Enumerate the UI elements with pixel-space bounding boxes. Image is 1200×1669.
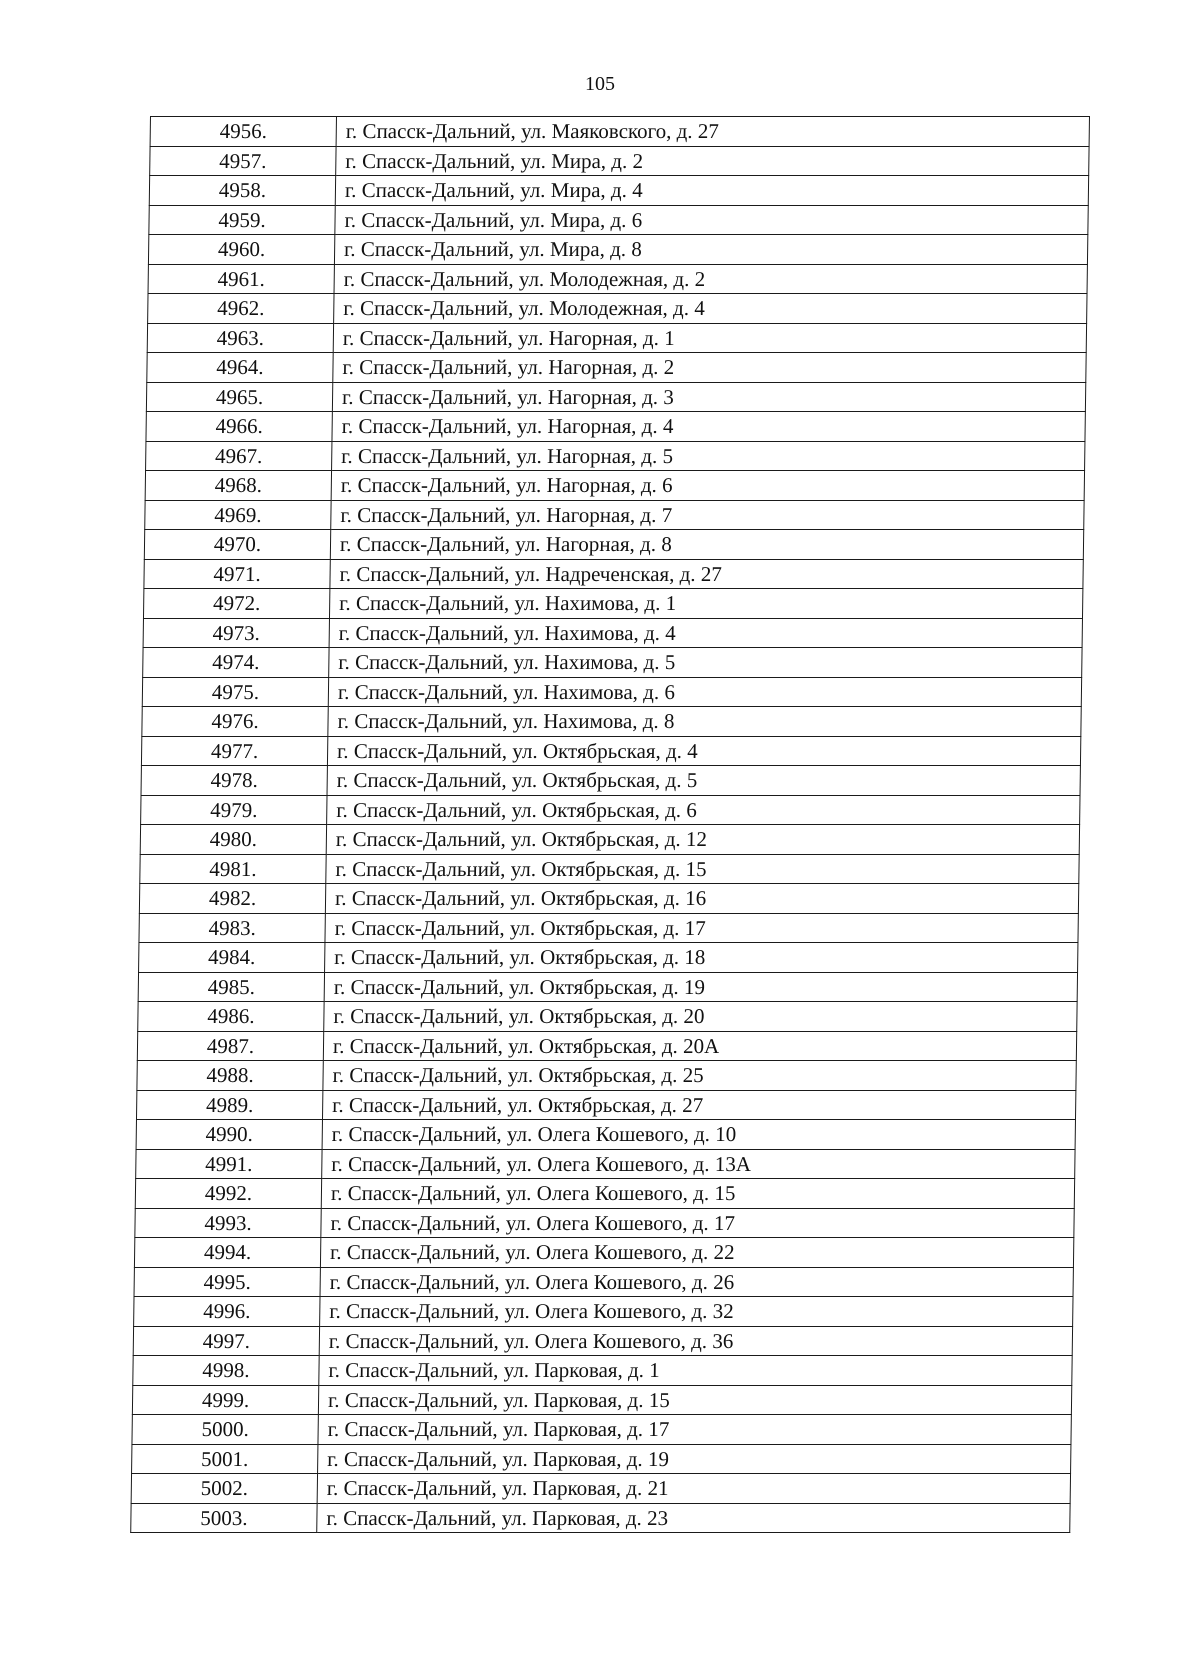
table-row [143, 618, 1082, 648]
row-address: г. Спасск-Дальний, ул. Октябрьская, д. 20А [323, 1031, 1076, 1061]
row-number: 4996. [134, 1297, 320, 1327]
row-address: г. Спасск-Дальний, ул. Октябрьская, д. 15 [326, 854, 1079, 884]
table-row [131, 1503, 1070, 1533]
table-row [150, 146, 1089, 176]
table-row [150, 117, 1089, 147]
row-number: 5001. [132, 1444, 318, 1474]
table-row [132, 1444, 1071, 1474]
table-row [137, 1031, 1076, 1061]
table-row [139, 913, 1078, 943]
row-number: 4965. [146, 382, 332, 412]
row-address: г. Спасск-Дальний, ул. Октябрьская, д. 17 [325, 913, 1078, 943]
table-row [142, 707, 1081, 737]
row-address: г. Спасск-Дальний, ул. Мира, д. 6 [335, 205, 1088, 235]
row-number: 4974. [143, 648, 329, 678]
table-row [134, 1267, 1073, 1297]
row-address: г. Спасск-Дальний, ул. Мира, д. 2 [336, 146, 1089, 176]
table-row [139, 884, 1078, 914]
row-number: 4998. [133, 1356, 319, 1386]
row-number: 4984. [139, 943, 325, 973]
table-row [140, 854, 1079, 884]
row-address: г. Спасск-Дальний, ул. Олега Кошевого, д. 17 [321, 1208, 1074, 1238]
row-address: г. Спасск-Дальний, ул. Октябрьская, д. 4 [327, 736, 1080, 766]
row-number: 4973. [143, 618, 329, 648]
row-address: г. Спасск-Дальний, ул. Нахимова, д. 5 [329, 648, 1082, 678]
row-address: г. Спасск-Дальний, ул. Октябрьская, д. 25 [323, 1061, 1076, 1091]
row-address: г. Спасск-Дальний, ул. Парковая, д. 19 [318, 1444, 1071, 1474]
table-row [143, 589, 1082, 619]
row-address: г. Спасск-Дальний, ул. Нагорная, д. 5 [332, 441, 1085, 471]
row-address: г. Спасск-Дальний, ул. Олега Кошевого, д. 13А [322, 1149, 1075, 1179]
table-row [144, 559, 1083, 589]
row-number: 4989. [136, 1090, 322, 1120]
row-address: г. Спасск-Дальний, ул. Октябрьская, д. 27 [322, 1090, 1075, 1120]
table-row [133, 1356, 1072, 1386]
row-address: г. Спасск-Дальний, ул. Нахимова, д. 6 [328, 677, 1081, 707]
row-number: 4966. [146, 412, 332, 442]
row-number: 4978. [141, 766, 327, 796]
row-number: 4963. [147, 323, 333, 353]
row-number: 4968. [145, 471, 331, 501]
row-address: г. Спасск-Дальний, ул. Парковая, д. 17 [318, 1415, 1071, 1445]
row-address: г. Спасск-Дальний, ул. Надреченская, д. 27 [330, 559, 1083, 589]
row-number: 4976. [142, 707, 328, 737]
address-table-wrapper [150, 116, 1090, 1533]
row-address: г. Спасск-Дальний, ул. Нагорная, д. 8 [330, 530, 1083, 560]
table-row [141, 766, 1080, 796]
row-address: г. Спасск-Дальний, ул. Октябрьская, д. 5 [327, 766, 1080, 796]
row-number: 4985. [138, 972, 324, 1002]
row-number: 4982. [139, 884, 325, 914]
row-address: г. Спасск-Дальний, ул. Парковая, д. 23 [317, 1503, 1070, 1533]
row-address: г. Спасск-Дальний, ул. Нагорная, д. 3 [332, 382, 1085, 412]
row-number: 4975. [142, 677, 328, 707]
row-address: г. Спасск-Дальний, ул. Олега Кошевого, д. 36 [319, 1326, 1072, 1356]
table-row [136, 1090, 1075, 1120]
row-number: 4977. [141, 736, 327, 766]
table-row [139, 943, 1078, 973]
row-address: г. Спасск-Дальний, ул. Нахимова, д. 8 [328, 707, 1081, 737]
table-row [147, 323, 1086, 353]
table-row [141, 795, 1080, 825]
row-address: г. Спасск-Дальний, ул. Нахимова, д. 1 [329, 589, 1082, 619]
row-address: г. Спасск-Дальний, ул. Олега Кошевого, д. 32 [320, 1297, 1073, 1327]
row-address: г. Спасск-Дальний, ул. Октябрьская, д. 12 [326, 825, 1079, 855]
table-row [149, 205, 1088, 235]
row-number: 4961. [148, 264, 334, 294]
table-row [146, 441, 1085, 471]
page-number: 105 [585, 73, 615, 95]
row-number: 4980. [140, 825, 326, 855]
row-number: 4958. [149, 176, 335, 206]
table-row [148, 264, 1087, 294]
address-table [130, 116, 1090, 1533]
table-row [136, 1120, 1075, 1150]
row-address: г. Спасск-Дальний, ул. Нагорная, д. 6 [331, 471, 1084, 501]
row-address: г. Спасск-Дальний, ул. Молодежная, д. 4 [334, 294, 1087, 324]
row-number: 4960. [148, 235, 334, 265]
table-row [136, 1149, 1075, 1179]
table-row [141, 736, 1080, 766]
row-address: г. Спасск-Дальний, ул. Октябрьская, д. 6 [327, 795, 1080, 825]
table-row [145, 471, 1084, 501]
row-address: г. Спасск-Дальний, ул. Мира, д. 8 [334, 235, 1087, 265]
table-row [143, 648, 1082, 678]
row-address: г. Спасск-Дальний, ул. Октябрьская, д. 19 [324, 972, 1077, 1002]
row-number: 4970. [144, 530, 330, 560]
table-row [138, 972, 1077, 1002]
row-address: г. Спасск-Дальний, ул. Нагорная, д. 1 [333, 323, 1086, 353]
row-number: 5002. [131, 1474, 317, 1504]
row-number: 4987. [137, 1031, 323, 1061]
row-address: г. Спасск-Дальний, ул. Парковая, д. 15 [318, 1385, 1071, 1415]
row-number: 4969. [145, 500, 331, 530]
row-address: г. Спасск-Дальний, ул. Парковая, д. 21 [317, 1474, 1070, 1504]
row-number: 5000. [132, 1415, 318, 1445]
row-number: 4992. [135, 1179, 321, 1209]
row-number: 4999. [132, 1385, 318, 1415]
row-address: г. Спасск-Дальний, ул. Олега Кошевого, д. 15 [321, 1179, 1074, 1209]
row-address: г. Спасск-Дальний, ул. Нагорная, д. 2 [333, 353, 1086, 383]
row-number: 4957. [150, 146, 336, 176]
table-row [131, 1474, 1070, 1504]
row-address: г. Спасск-Дальний, ул. Нахимова, д. 4 [329, 618, 1082, 648]
table-row [140, 825, 1079, 855]
row-number: 4964. [147, 353, 333, 383]
table-row [148, 294, 1087, 324]
row-number: 4979. [141, 795, 327, 825]
row-number: 4990. [136, 1120, 322, 1150]
table-row [135, 1179, 1074, 1209]
table-row [132, 1415, 1071, 1445]
row-address: г. Спасск-Дальний, ул. Октябрьская, д. 16 [325, 884, 1078, 914]
row-address: г. Спасск-Дальний, ул. Нагорная, д. 7 [331, 500, 1084, 530]
table-row [134, 1297, 1073, 1327]
table-row [145, 500, 1084, 530]
table-row [133, 1326, 1072, 1356]
table-row [146, 412, 1085, 442]
row-address: г. Спасск-Дальний, ул. Парковая, д. 1 [319, 1356, 1072, 1386]
table-row [148, 235, 1087, 265]
table-row [137, 1061, 1076, 1091]
row-number: 4993. [135, 1208, 321, 1238]
row-address: г. Спасск-Дальний, ул. Нагорная, д. 4 [332, 412, 1085, 442]
row-number: 4971. [144, 559, 330, 589]
row-number: 4986. [138, 1002, 324, 1032]
row-number: 4956. [150, 117, 336, 147]
row-number: 4981. [140, 854, 326, 884]
row-address: г. Спасск-Дальний, ул. Олега Кошевого, д. 22 [320, 1238, 1073, 1268]
table-row [146, 382, 1085, 412]
address-table-body [131, 117, 1090, 1533]
row-number: 4983. [139, 913, 325, 943]
table-row [135, 1208, 1074, 1238]
row-number: 5003. [131, 1503, 317, 1533]
row-address: г. Спасск-Дальний, ул. Олега Кошевого, д. 10 [322, 1120, 1075, 1150]
table-row [147, 353, 1086, 383]
row-number: 4962. [148, 294, 334, 324]
row-address: г. Спасск-Дальний, ул. Октябрьская, д. 20 [324, 1002, 1077, 1032]
row-address: г. Спасск-Дальний, ул. Маяковского, д. 27 [336, 117, 1089, 147]
table-row [138, 1002, 1077, 1032]
row-number: 4988. [137, 1061, 323, 1091]
table-row [132, 1385, 1071, 1415]
row-address: г. Спасск-Дальний, ул. Олега Кошевого, д. 26 [320, 1267, 1073, 1297]
row-number: 4991. [136, 1149, 322, 1179]
table-row [142, 677, 1081, 707]
row-number: 4959. [149, 205, 335, 235]
row-number: 4994. [134, 1238, 320, 1268]
row-address: г. Спасск-Дальний, ул. Молодежная, д. 2 [334, 264, 1087, 294]
row-address: г. Спасск-Дальний, ул. Октябрьская, д. 18 [325, 943, 1078, 973]
row-number: 4972. [143, 589, 329, 619]
row-address: г. Спасск-Дальний, ул. Мира, д. 4 [335, 176, 1088, 206]
table-row [144, 530, 1083, 560]
table-row [134, 1238, 1073, 1268]
row-number: 4997. [133, 1326, 319, 1356]
row-number: 4967. [146, 441, 332, 471]
row-number: 4995. [134, 1267, 320, 1297]
table-row [149, 176, 1088, 206]
